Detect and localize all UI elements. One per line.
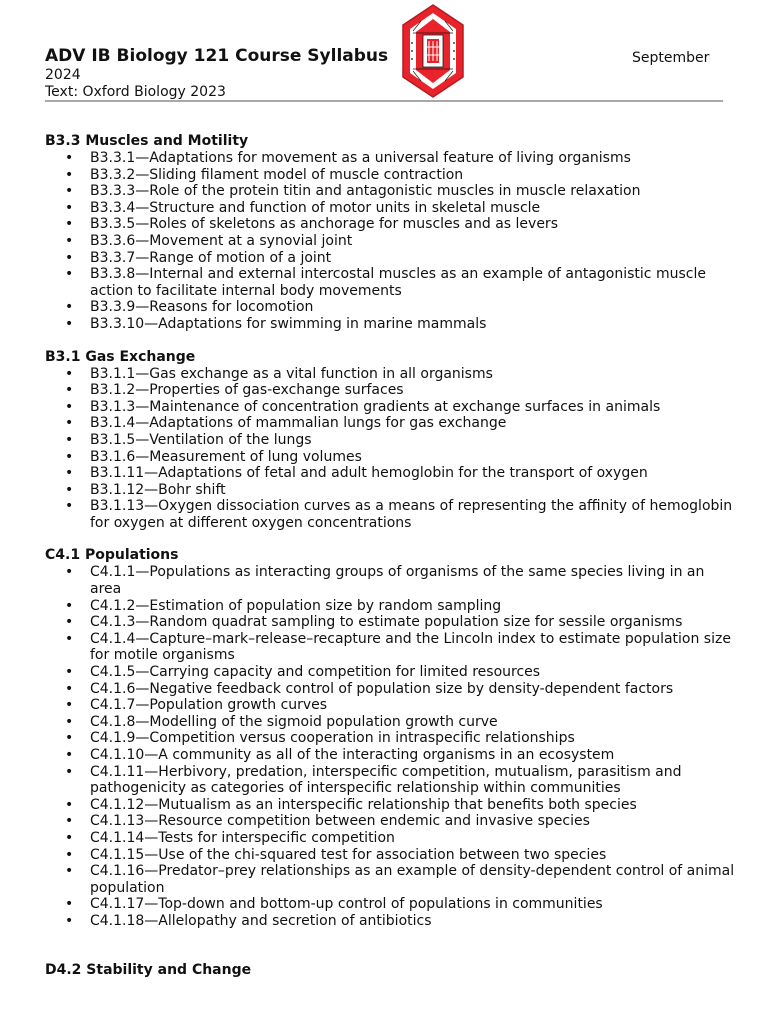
topic-item: • C4.1.4—Capture–mark–release–recapture and the Lincoln index to estimate population size for motile organisms <box>45 631 735 664</box>
topic-item: • C4.1.17—Top-down and bottom-up control of populations in communities <box>45 896 735 913</box>
topic-item: • B3.3.4—Structure and function of motor units in skeletal muscle <box>45 200 735 217</box>
topic-item: • B3.1.5—Ventilation of the lungs <box>45 432 735 449</box>
topic-item: • B3.3.9—Reasons for locomotion <box>45 299 735 316</box>
topic-item: • C4.1.10—A community as all of the interacting organisms in an ecosystem <box>45 747 735 764</box>
syllabus-section <box>45 349 735 532</box>
topic-item: • C4.1.16—Predator–prey relationships as an example of density-dependent control of animal population <box>45 863 735 896</box>
topic-item: • B3.3.7—Range of motion of a joint <box>45 250 735 267</box>
topic-item: • B3.1.6—Measurement of lung volumes <box>45 449 735 466</box>
topic-item: • B3.1.12—Bohr shift <box>45 482 735 499</box>
section-title: D4.2 Stability and Change <box>45 961 252 978</box>
topic-item: • B3.3.3—Role of the protein titin and antagonistic muscles in muscle relaxation <box>45 183 735 200</box>
section-title: B3.3 Muscles and Motility <box>45 133 249 149</box>
syllabus-section <box>45 962 735 979</box>
topic-item: • C4.1.1—Populations as interacting groups of organisms of the same species living in an area <box>45 564 735 597</box>
topic-item: • C4.1.12—Mutualism as an interspecific relationship that benefits both species <box>45 797 735 814</box>
topic-item: • C4.1.3—Random quadrat sampling to estimate population size for sessile organisms <box>45 614 735 631</box>
topic-item: • C4.1.9—Competition versus cooperation in intraspecific relationships <box>45 730 735 747</box>
topic-item: • C4.1.11—Herbivory, predation, interspecific competition, mutualism, parasitism and pathogenicity as categories of interspecific relationship within communities <box>45 764 735 797</box>
syllabus-section <box>45 133 735 333</box>
topic-item: • B3.3.6—Movement at a synovial joint <box>45 233 735 250</box>
topic-item: • B3.3.5—Roles of skeletons as anchorage for muscles and as levers <box>45 216 735 233</box>
topic-list <box>45 150 735 333</box>
header-divider <box>45 100 723 102</box>
page-title: ADV IB Biology 121 Course Syllabus <box>45 46 389 66</box>
topic-item: • C4.1.8—Modelling of the sigmoid population growth curve <box>45 714 735 731</box>
topic-item: • B3.1.1—Gas exchange as a vital function in all organisms <box>45 366 735 383</box>
topic-item: • B3.1.13—Oxygen dissociation curves as a means of representing the affinity of hemoglobin for oxygen at different oxygen concentrations <box>45 498 735 531</box>
date-month: September <box>632 50 710 66</box>
topic-item: • C4.1.7—Population growth curves <box>45 697 735 714</box>
section-title: C4.1 Populations <box>45 547 179 564</box>
school-crest-icon <box>401 3 465 99</box>
topic-item: • C4.1.6—Negative feedback control of population size by density-dependent factors <box>45 681 735 698</box>
date-year: 2024 <box>45 67 81 83</box>
topic-item: • C4.1.14—Tests for interspecific competition <box>45 830 735 847</box>
topic-list <box>45 564 735 929</box>
topic-item: • B3.3.1—Adaptations for movement as a universal feature of living organisms <box>45 150 735 167</box>
topic-list <box>45 366 735 532</box>
topic-item: • B3.1.2—Properties of gas-exchange surfaces <box>45 382 735 399</box>
syllabus-section <box>45 547 735 929</box>
textbook-reference: Text: Oxford Biology 2023 <box>45 84 226 100</box>
topic-item: • B3.3.2—Sliding filament model of muscle contraction <box>45 167 735 184</box>
topic-item: • B3.1.3—Maintenance of concentration gradients at exchange surfaces in animals <box>45 399 735 416</box>
topic-item: • C4.1.18—Allelopathy and secretion of antibiotics <box>45 913 735 930</box>
topic-item: • C4.1.15—Use of the chi-squared test for association between two species <box>45 847 735 864</box>
topic-item: • B3.1.11—Adaptations of fetal and adult hemoglobin for the transport of oxygen <box>45 465 735 482</box>
page-header <box>45 0 723 104</box>
topic-item: • B3.3.8—Internal and external intercostal muscles as an example of antagonistic muscle action to facilitate internal body movements <box>45 266 735 299</box>
topic-item: • B3.3.10—Adaptations for swimming in marine mammals <box>45 316 735 333</box>
syllabus-content <box>45 133 735 995</box>
topic-item: • B3.1.4—Adaptations of mammalian lungs for gas exchange <box>45 415 735 432</box>
topic-item: • C4.1.2—Estimation of population size by random sampling <box>45 598 735 615</box>
topic-item: • C4.1.5—Carrying capacity and competition for limited resources <box>45 664 735 681</box>
section-title: B3.1 Gas Exchange <box>45 348 196 365</box>
topic-item: • C4.1.13—Resource competition between endemic and invasive species <box>45 813 735 830</box>
